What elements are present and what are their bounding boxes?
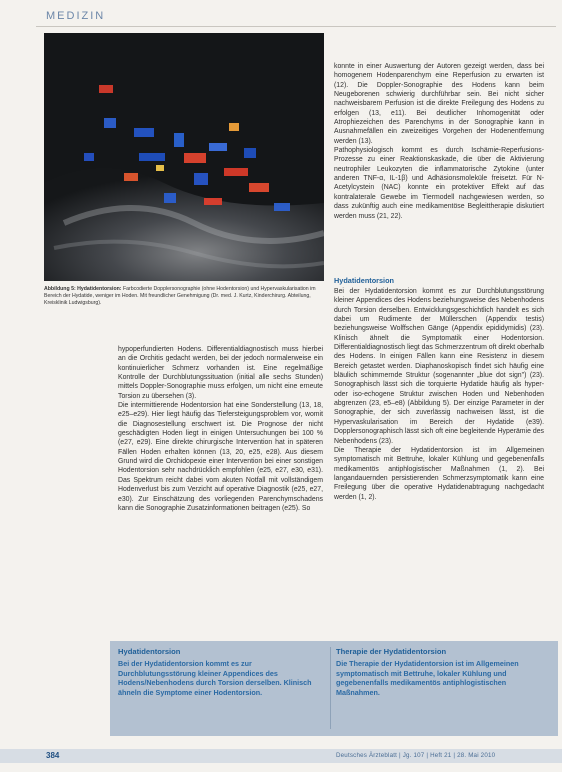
ultrasound-doppler-image [44, 33, 324, 281]
summary-box-left-text: Bei der Hydatidentorsion kommt es zur Durchblutungsstörung kleiner Appendices des Hodens/Nebenhodens durch Torsion derselben. Klinisch ähneln die Symptome einer Hodentorsion. [118, 659, 312, 697]
page-number: 384 [46, 751, 60, 760]
summary-box-left-title: Hydatidentorsion [118, 647, 181, 656]
right-column-text-bottom: Bei der Hydatidentorsion kommt es zur Durchblutungsstörung kleiner Appendices des Hodens beziehungsweise des Nebenhodens durch Torsion derselben. Entwicklungsgeschichtlich handelt es sich dabei um Rudimente der Müllerschen (Appendix testis) beziehungsweise Wolffschen Gänge (Appendix epididymidis) (23). Klinisch ähnelt die Symptomatik einer Hodentorsion. Differentialdiagnostisch liegt das Schmerzzentrum oft direkt oberhalb des Hodens. In einigen Fällen kann eine Resistenz in diesem Bereich getastet werden. Diaphanoskopisch findet sich häufig eine bläulich schimmernde Struktur (sogenannter „blue dot sign") (23). Sonographisch lässt sich die torquierte Hydatide häufig als hyper- oder iso-echogene Struktur zwischen Hoden und Nebenhoden abgrenzen (23, e5–e8) (Abbildung 5). Der einzige Parameter in der Sonographie, der sich zuverlässig nachweisen lässt, ist die Hypervaskularisation im Bereich der Hydatide (e39). Dopplersonographisch lässt sich oft eine begleitende Hyperämie des Nebenhodens (23). Die Therapie der Hydatidentorsion ist im Allgemeinen symptomatisch mit Bettruhe, lokaler Kühlung und gegebenenfalls medikamentös antiphlogistischer Maßnahmen (1, 2). Bei langandauernden persistierenden Schmerzsymptomatik kann eine Freilegung über die operative Hydatidenabtragung nachgedacht werden (1, 2). [334, 288, 544, 501]
summary-box-divider [330, 647, 331, 729]
summary-box-left [118, 641, 324, 697]
caption-text: Farbcodierte Dopplersonographie (ohne Hodentorsion) und Hypervaskularisation im Bereich der Hydatide, weniger im Hoden. Mit freundlicher Genehmigung (Dr. med. J. Kurtz, Kinderchirurg. Abteilung, Kreisklinik Ludwigsburg). [44, 286, 316, 307]
left-column-text: hypoperfundierten Hodens. Differentialdiagnostisch muss hierbei an die Orchitis gedacht werden, bei der jedoch normalerweise ein kontinuierlicher Schmerz vorhanden ist. Eine regelmäßige Kontrolle der Durchblutungssituation (initial alle sechs Stunden) mittels Doppler-Sonographie muss erfolgen, um nicht eine erneute Torsion zu übersehen (3). Die intermittierende Hodentorsion hat eine Sonderstellung (13, 18, e25–e29). Hier liegt häufig das Tiefersteigungsproblem vor, womit die Diagnosestellung erschwert ist. Die Prognose der nicht geschädigten Hoden liegt in einigen Untersuchungen bei 100 % (e27, e29). Eine direkte chirurgische Intervention hat in späteren Fällen Hoden erhalten können (13, 20, e25, e28). Aus diesem Grund wird die Orchidopexie einer Intervention bei einer sonstigen Hodentorsion sehr nachdrücklich empfohlen (e25, e27, e30, e31). Das Spektrum reicht dabei vom akuten Notfall mit vollständigem Hodenverlust bis zum Verzicht auf operative Diagnostik (e25, e27, e30). Zur Einschätzung des vorliegenden Parenchymschadens kann die Sonographie Zusatzinformationen beitragen (e25). So [118, 346, 323, 512]
section-heading: Hydatidentorsion [334, 276, 394, 285]
header-divider [36, 26, 556, 27]
summary-box-right-text: Die Therapie der Hydatidentorsion ist im Allgemeinen symptomatisch mit Bettruhe, lokaler Kühlung und gegebenenfalls medikamentös antiphlogistischen Maßnahmen. [336, 659, 519, 697]
summary-boxes [110, 641, 558, 736]
journal-citation: Deutsches Ärzteblatt | Jg. 107 | Heft 21 | 28. Mai 2010 [336, 752, 496, 759]
section-label: MEDIZIN [46, 10, 106, 22]
summary-box-right [336, 641, 542, 697]
doppler-image-drawing [44, 33, 324, 281]
caption-label: Abbildung 5: Hydatidentorsion: [44, 286, 122, 292]
right-column-text-top: konnte in einer Auswertung der Autoren gezeigt werden, dass bei homogenem Hodenparenchym eine Reperfusion zu erwarten ist (12). Die Doppler-Sonographie des Hodens kann beim Neugeborenen schwierig durchführbar sein. Bei nicht sicher nachweisbarem Perfusion ist die direkte Freilegung des Hodens zu erfolgen (13, e11). Bei deutlicher Inhomogenität oder Atrophiezeichen des Parenchyms in der Sonographie kann in Ausnahmefällen ein zweizeitiges Vorgehen der Hodenentfernung werden (13). Pathophysiologisch kommt es durch Ischämie-Reperfusions-Prozesse zu einer Reaktionskaskade, die über die Aktivierung neutrophiler Leukozyten die inflammatorische Zytokine (unter anderen TNF-α, IL-1β) und Adhäsionsmoleküle freisetzt. Für N-Acetylcystein (NAC) konnte ein protektiver Effekt auf das kontralaterale Gewebe im Tiermodell nachgewiesen werden, so dass zukünftig auch eine medikamentöse Begleittherapie diskutiert werden muss (21, 22). [334, 63, 544, 220]
figure-caption [44, 286, 326, 308]
summary-box-right-title: Therapie der Hydatidentorsion [336, 647, 447, 656]
